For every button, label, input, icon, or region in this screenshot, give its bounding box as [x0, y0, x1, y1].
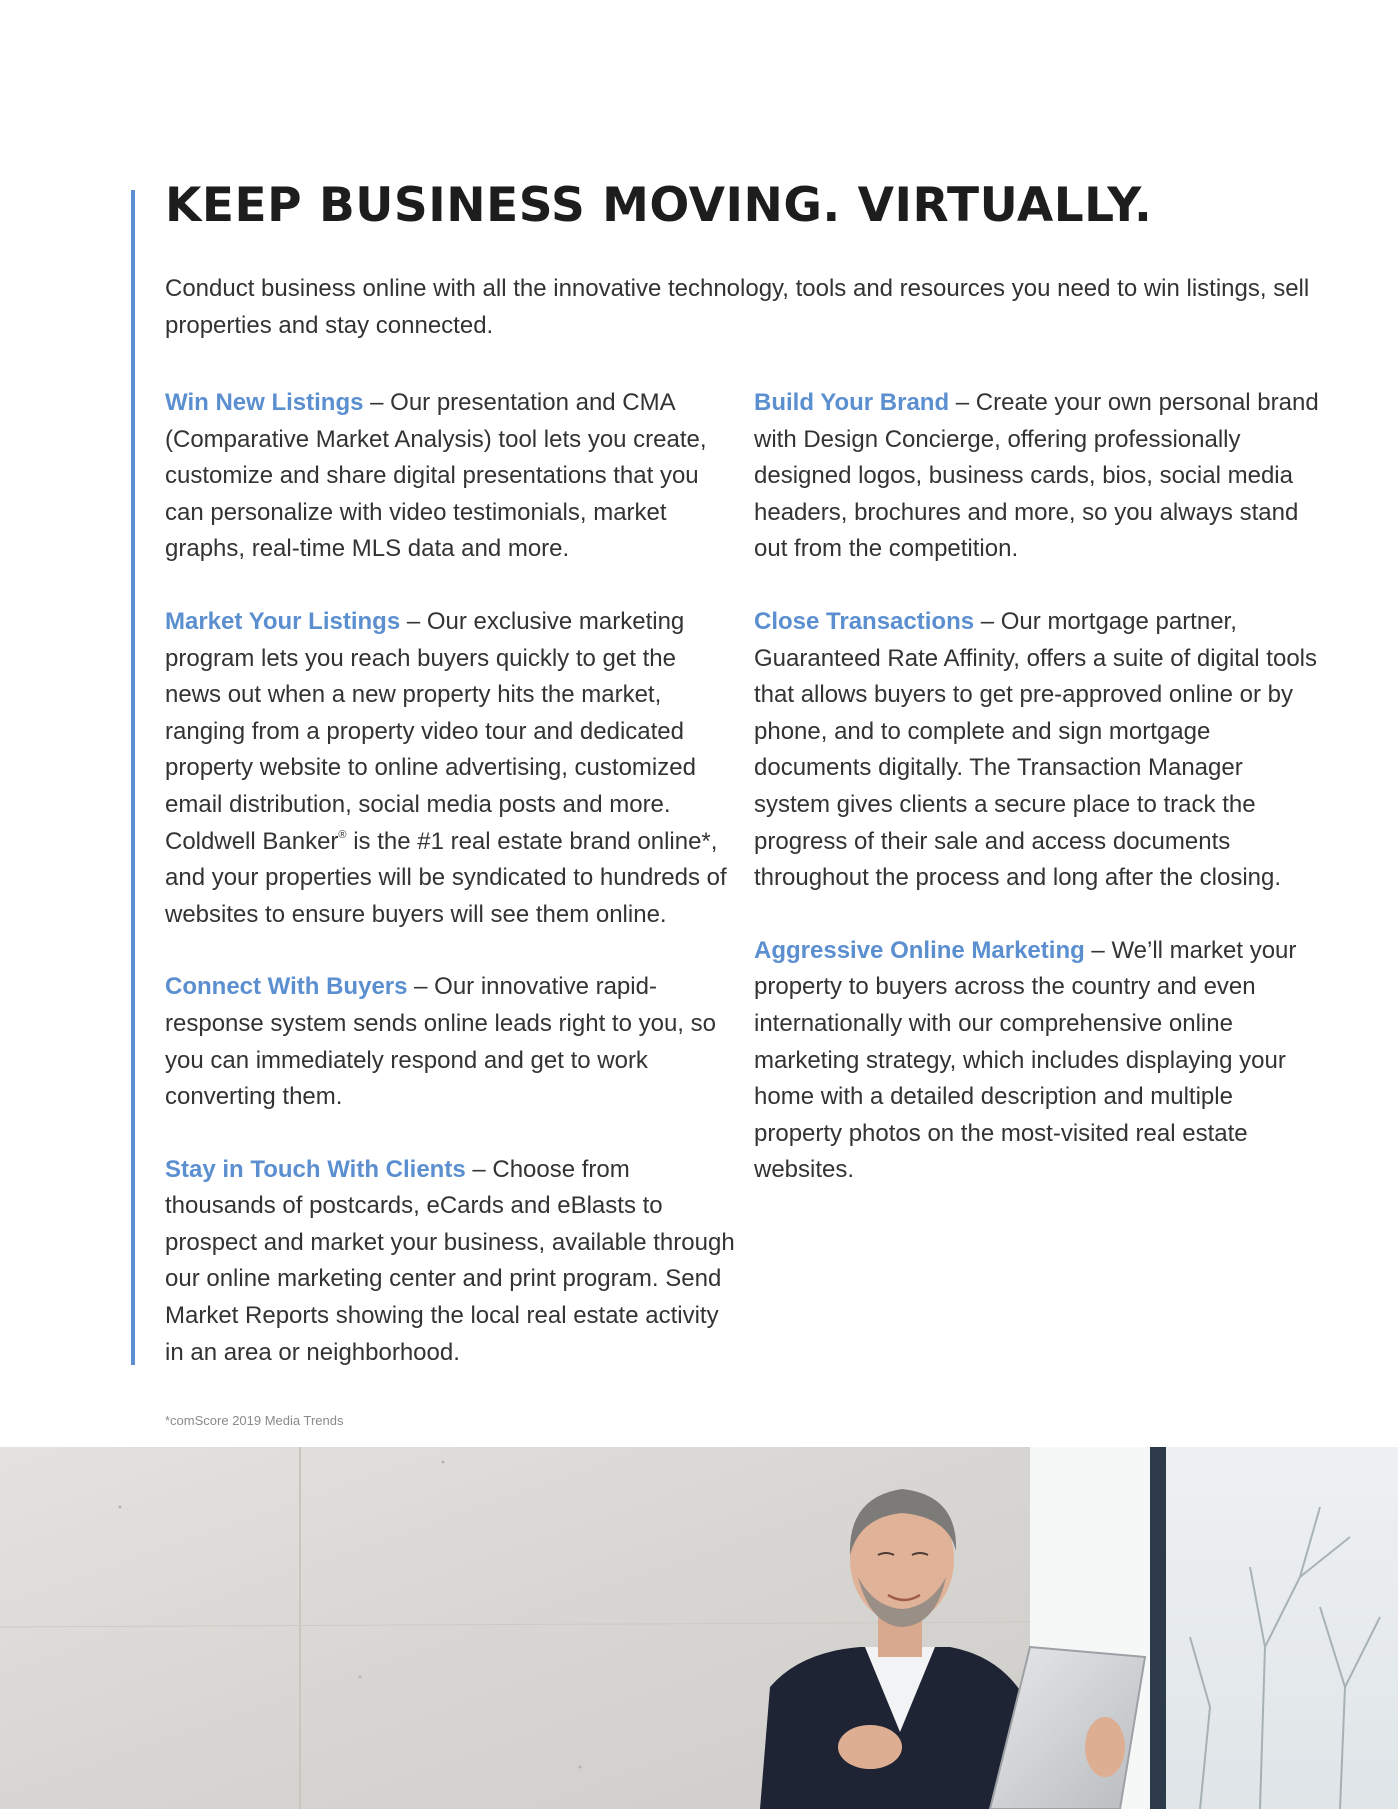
feature-market-your-listings: [165, 604, 735, 933]
businessman-tablet-photo: [0, 1447, 1398, 1809]
feature-body-continued: is the #1 real estate brand online*, and your properties will be syndicated to hundreds of websites to ensure buyers will see them online.: [165, 827, 727, 928]
feature-title: Aggressive Online Marketing: [754, 936, 1085, 964]
feature-body: – Our mortgage partner, Guaranteed Rate Affinity, offers a suite of digital tools that allows buyers to get pre-approved online or by phone, and to complete and sign mortgage documents digitally. The Transaction Manager system gives clients a secure place to track the progress of their sale and access documents throughout the process and long after the closing.: [754, 607, 1318, 892]
footnote: *comScore 2019 Media Trends: [165, 1413, 344, 1428]
feature-title: Market Your Listings: [165, 607, 401, 635]
feature-stay-in-touch: [165, 1152, 735, 1372]
accent-bar: [131, 190, 135, 1365]
feature-title: Build Your Brand: [754, 389, 950, 416]
feature-body: – Our presentation and CMA (Comparative Market Analysis) tool lets you create, customize and share digital presentations that you can personalize with video testimonials, market graphs, real-time MLS data and more.: [165, 389, 707, 563]
intro-paragraph: Conduct business online with all the innovative technology, tools and resources you need to win listings, sell properties and stay connected.: [165, 275, 1310, 339]
right-column: [754, 385, 1324, 1225]
feature-win-new-listings: [165, 385, 735, 568]
feature-body: – Create your own personal brand with Design Concierge, offering professionally designed logos, business cards, bios, social media headers, brochures and more, so you always stand out from the competition.: [754, 389, 1319, 563]
feature-close-transactions: [754, 604, 1324, 897]
feature-title: Stay in Touch With Clients: [165, 1155, 466, 1183]
feature-body: – Choose from thousands of postcards, eCards and eBlasts to prospect and market your business, available through our online marketing center and print program. Send Market Reports showing the local real estate activity in an area or neighborhood.: [165, 1155, 735, 1366]
feature-build-your-brand: [754, 385, 1324, 568]
registered-mark: ®: [338, 828, 347, 841]
feature-body: – Our innovative rapid-response system sends online leads right to you, so you can immediately respond and get to work converting them.: [165, 973, 716, 1111]
page-title: KEEP BUSINESS MOVING. VIRTUALLY.: [165, 178, 1153, 233]
feature-body: – Our exclusive marketing program lets you reach buyers quickly to get the news out when a new property hits the market, ranging from a property video tour and dedicated property website to online advertising, customized email distribution, social media posts and more. Coldwell Banker: [165, 607, 696, 855]
feature-aggressive-online-marketing: [754, 933, 1324, 1189]
left-column: [165, 385, 735, 1407]
feature-title: Win New Listings: [165, 389, 364, 416]
feature-body: – We’ll market your property to buyers across the country and even internationally with our comprehensive online marketing strategy, which includes displaying your home with a detailed description and multiple property photos on the most-visited real estate websites.: [754, 936, 1297, 1184]
feature-title: Connect With Buyers: [165, 973, 408, 1001]
feature-connect-with-buyers: [165, 969, 735, 1115]
feature-title: Close Transactions: [754, 607, 975, 635]
